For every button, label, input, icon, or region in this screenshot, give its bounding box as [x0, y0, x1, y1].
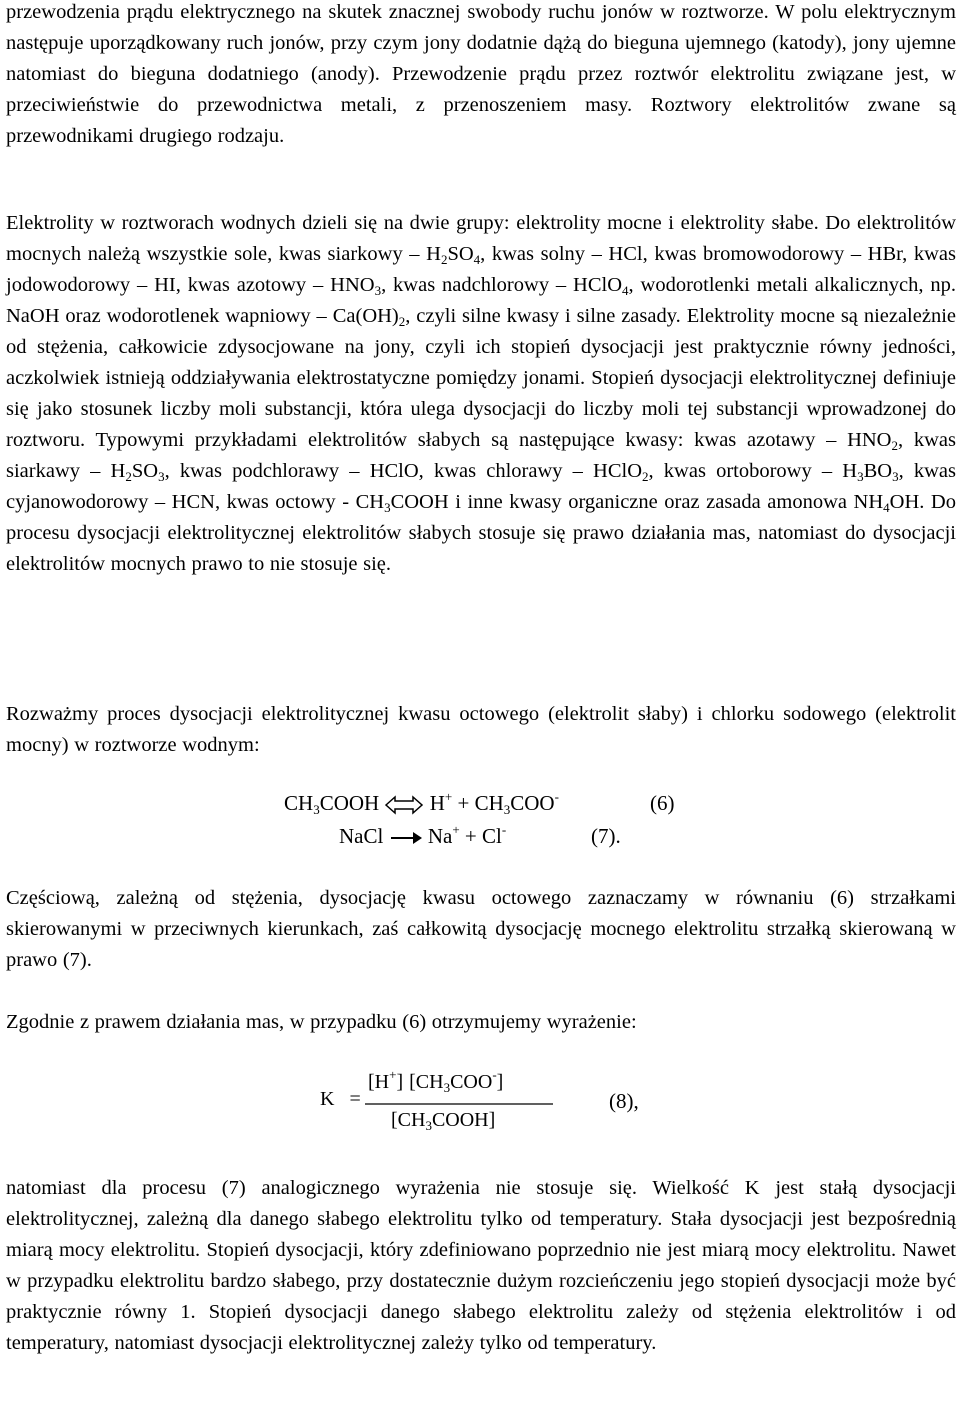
eq-equals: =	[349, 1088, 361, 1110]
text-span: , kwas siarkawy – H	[6, 429, 956, 482]
subscript: 3	[384, 500, 391, 515]
eq-term: [CH	[409, 1071, 444, 1093]
paragraph-constant: natomiast dla procesu (7) analogicznego wyrażenia nie stosuje się. Wielkość K jest stałą dysocjacji elektrolitycznej, zależną dla danego słabego elektrolitu tylko od temperatury. Stała dysocjacji jest bezpośrednią miarą mocy elektrolitu. Stopień dysocjacji, który zdefiniowano poprzednio nie jest miarą mocy elektrolitu. Nawet w przypadku elektrolitu bardzo słabego, przy dostatecznie dużym rozcieńczeniu jego stopień dysocjacji może być praktycznie równy 1. Stopień dysocjacji danego słabego elektrolitu zależy od stężenia elektrolitów i od temperatury, natomiast dysocjacji elektrolitycznej zależy tylko od temperatury.	[6, 1177, 956, 1354]
subscript: 2	[891, 438, 898, 453]
text-span: , kwas cyjanowodorowy – HCN, kwas octowy - CH	[6, 460, 956, 513]
text-span: BO	[863, 460, 893, 482]
eq-term: ]	[396, 1071, 404, 1093]
eq-term: CH	[284, 791, 314, 815]
eq-term: ]	[496, 1071, 504, 1093]
text-span: OH. Do procesu dysocjacji elektrolitycznej elektrolitów słabych stosuje się prawo działania mas, natomiast do dysocjacji elektrolitów mocnych prawo to nie stosuje się.	[6, 491, 956, 575]
eq-term: NaCl	[339, 824, 384, 848]
text-span: , kwas nadchlorowy – HClO	[381, 274, 623, 296]
eq-term: CH	[474, 791, 504, 815]
eq-term: H	[429, 791, 445, 815]
subscript: 3	[892, 469, 899, 484]
subscript: 4	[473, 252, 481, 267]
equation-8-denominator	[391, 1109, 495, 1132]
text-span: SO	[131, 460, 159, 482]
subscript: 2	[398, 314, 406, 329]
subscript: 2	[125, 469, 132, 484]
subscript: 4	[622, 283, 629, 298]
paragraph-consider-process: Rozważmy proces dysocjacji elektrolitycznej kwasu octowego (elektrolit słaby) i chlorku sodowego (elektrolit mocny) w roztworze wodnym:	[6, 703, 956, 756]
subscript: 3	[313, 802, 320, 817]
paragraph-electrolytes	[6, 208, 956, 580]
subscript: 3	[158, 469, 165, 484]
subscript: 3	[374, 283, 382, 298]
eq-term: [CH	[391, 1109, 426, 1131]
eq-term: COO	[510, 791, 555, 815]
subscript: 3	[443, 1080, 451, 1095]
eq-plus: +	[457, 791, 470, 815]
paragraph-partial-dissociation: Częściową, zależną od stężenia, dysocjację kwasu octowego zaznaczamy w równaniu (6) strzałkami skierowanymi w przeciwnych kierunkach, zaś całkowitą dysocjację mocnego elektrolitu strzałką skierowaną w prawo (7).	[6, 887, 956, 971]
superscript: +	[389, 1067, 397, 1082]
eq-term: COOH]	[431, 1109, 496, 1131]
superscript: +	[452, 822, 460, 837]
eq-term: COO	[450, 1071, 493, 1093]
text-span: , czyli silne kwasy i silne zasady. Elektrolity mocne są niezależnie od stężenia, całkowicie zdysocjowane na jony, czyli ich stopień dysocjacji jest praktycznie równy jedności, aczkolwiek istnieją oddziaływania elektrostatyczne pomiędzy jonami. Stopień dysocjacji elektrolitycznej definiuje się jako stosunek liczby moli substancji, która ulega dysocjacji do liczby moli tej substancji wprowadzonej do roztworu. Typowymi przykładami elektrolitów słabych są następujące kwasy: kwas azotawy – HNO	[6, 305, 956, 451]
equation-7-number: (7).	[591, 824, 621, 848]
text-span: , wodorotlenki metali alkalicznych, np. NaOH oraz wodorotlenek wapniowy – Ca(OH)	[6, 274, 956, 327]
eq-term: K	[320, 1088, 335, 1110]
subscript: 3	[857, 469, 864, 484]
subscript: 3	[503, 802, 511, 817]
text-span: SO	[447, 243, 474, 265]
equation-6	[284, 791, 559, 816]
superscript: -	[501, 822, 507, 837]
subscript: 3	[425, 1118, 432, 1133]
superscript: +	[444, 789, 453, 804]
text-span: , kwas solny – HCl, kwas bromowodorowy – HBr, kwas jodowodorowy – HI, kwas azotowy – HNO	[6, 243, 956, 296]
superscript: -	[492, 1067, 497, 1082]
subscript: 2	[642, 469, 649, 484]
text-span: Elektrolity w roztworach wodnych dzieli się na dwie grupy: elektrolity mocne i elektrolity słabe. Do elektrolitów mocnych należą wszystkie sole, kwas siarkowy – H	[6, 212, 956, 265]
fraction-bar	[365, 1102, 555, 1106]
eq-term: [H	[368, 1071, 390, 1093]
equation-6-number: (6)	[650, 791, 675, 815]
paragraph-conduction: przewodzenia prądu elektrycznego na skutek znacznej swobody ruchu jonów w roztworze. W polu elektrycznym następuje uporządkowany ruch jonów, przy czym jony dodatnie dążą do bieguna ujemnego (katody), jony ujemne natomiast do bieguna dodatniego (anody). Przewodzenie prądu przez roztwór elektrolitu związane jest, w przeciwieństwie do przewodnictwa metali, z przenoszeniem masy. Roztwory elektrolitów zwane są przewodnikami drugiego rodzaju.	[6, 1, 956, 147]
paragraph-mass-action: Zgodnie z prawem działania mas, w przypadku (6) otrzymujemy wyrażenie:	[6, 1011, 637, 1033]
double-arrow-icon	[384, 795, 424, 815]
eq-term: Cl	[482, 824, 502, 848]
superscript: -	[554, 789, 559, 804]
subscript: 2	[440, 252, 448, 267]
text-span: COOH i inne kwasy organiczne oraz zasada amonowa NH	[390, 491, 884, 513]
text-span: , kwas podchlorawy – HClO, kwas chlorawy – HClO	[164, 460, 643, 482]
equation-8-numerator	[368, 1067, 504, 1095]
eq-term: Na	[427, 824, 453, 848]
subscript: 4	[883, 500, 890, 515]
eq-plus: +	[464, 824, 477, 848]
eq-term: COOH	[319, 791, 380, 815]
equation-8-lhs	[320, 1088, 361, 1111]
equation-7	[339, 824, 506, 849]
right-arrow-icon	[389, 830, 423, 846]
text-span: , kwas ortoborowy – H	[648, 460, 858, 482]
equation-8-number: (8),	[609, 1089, 639, 1113]
